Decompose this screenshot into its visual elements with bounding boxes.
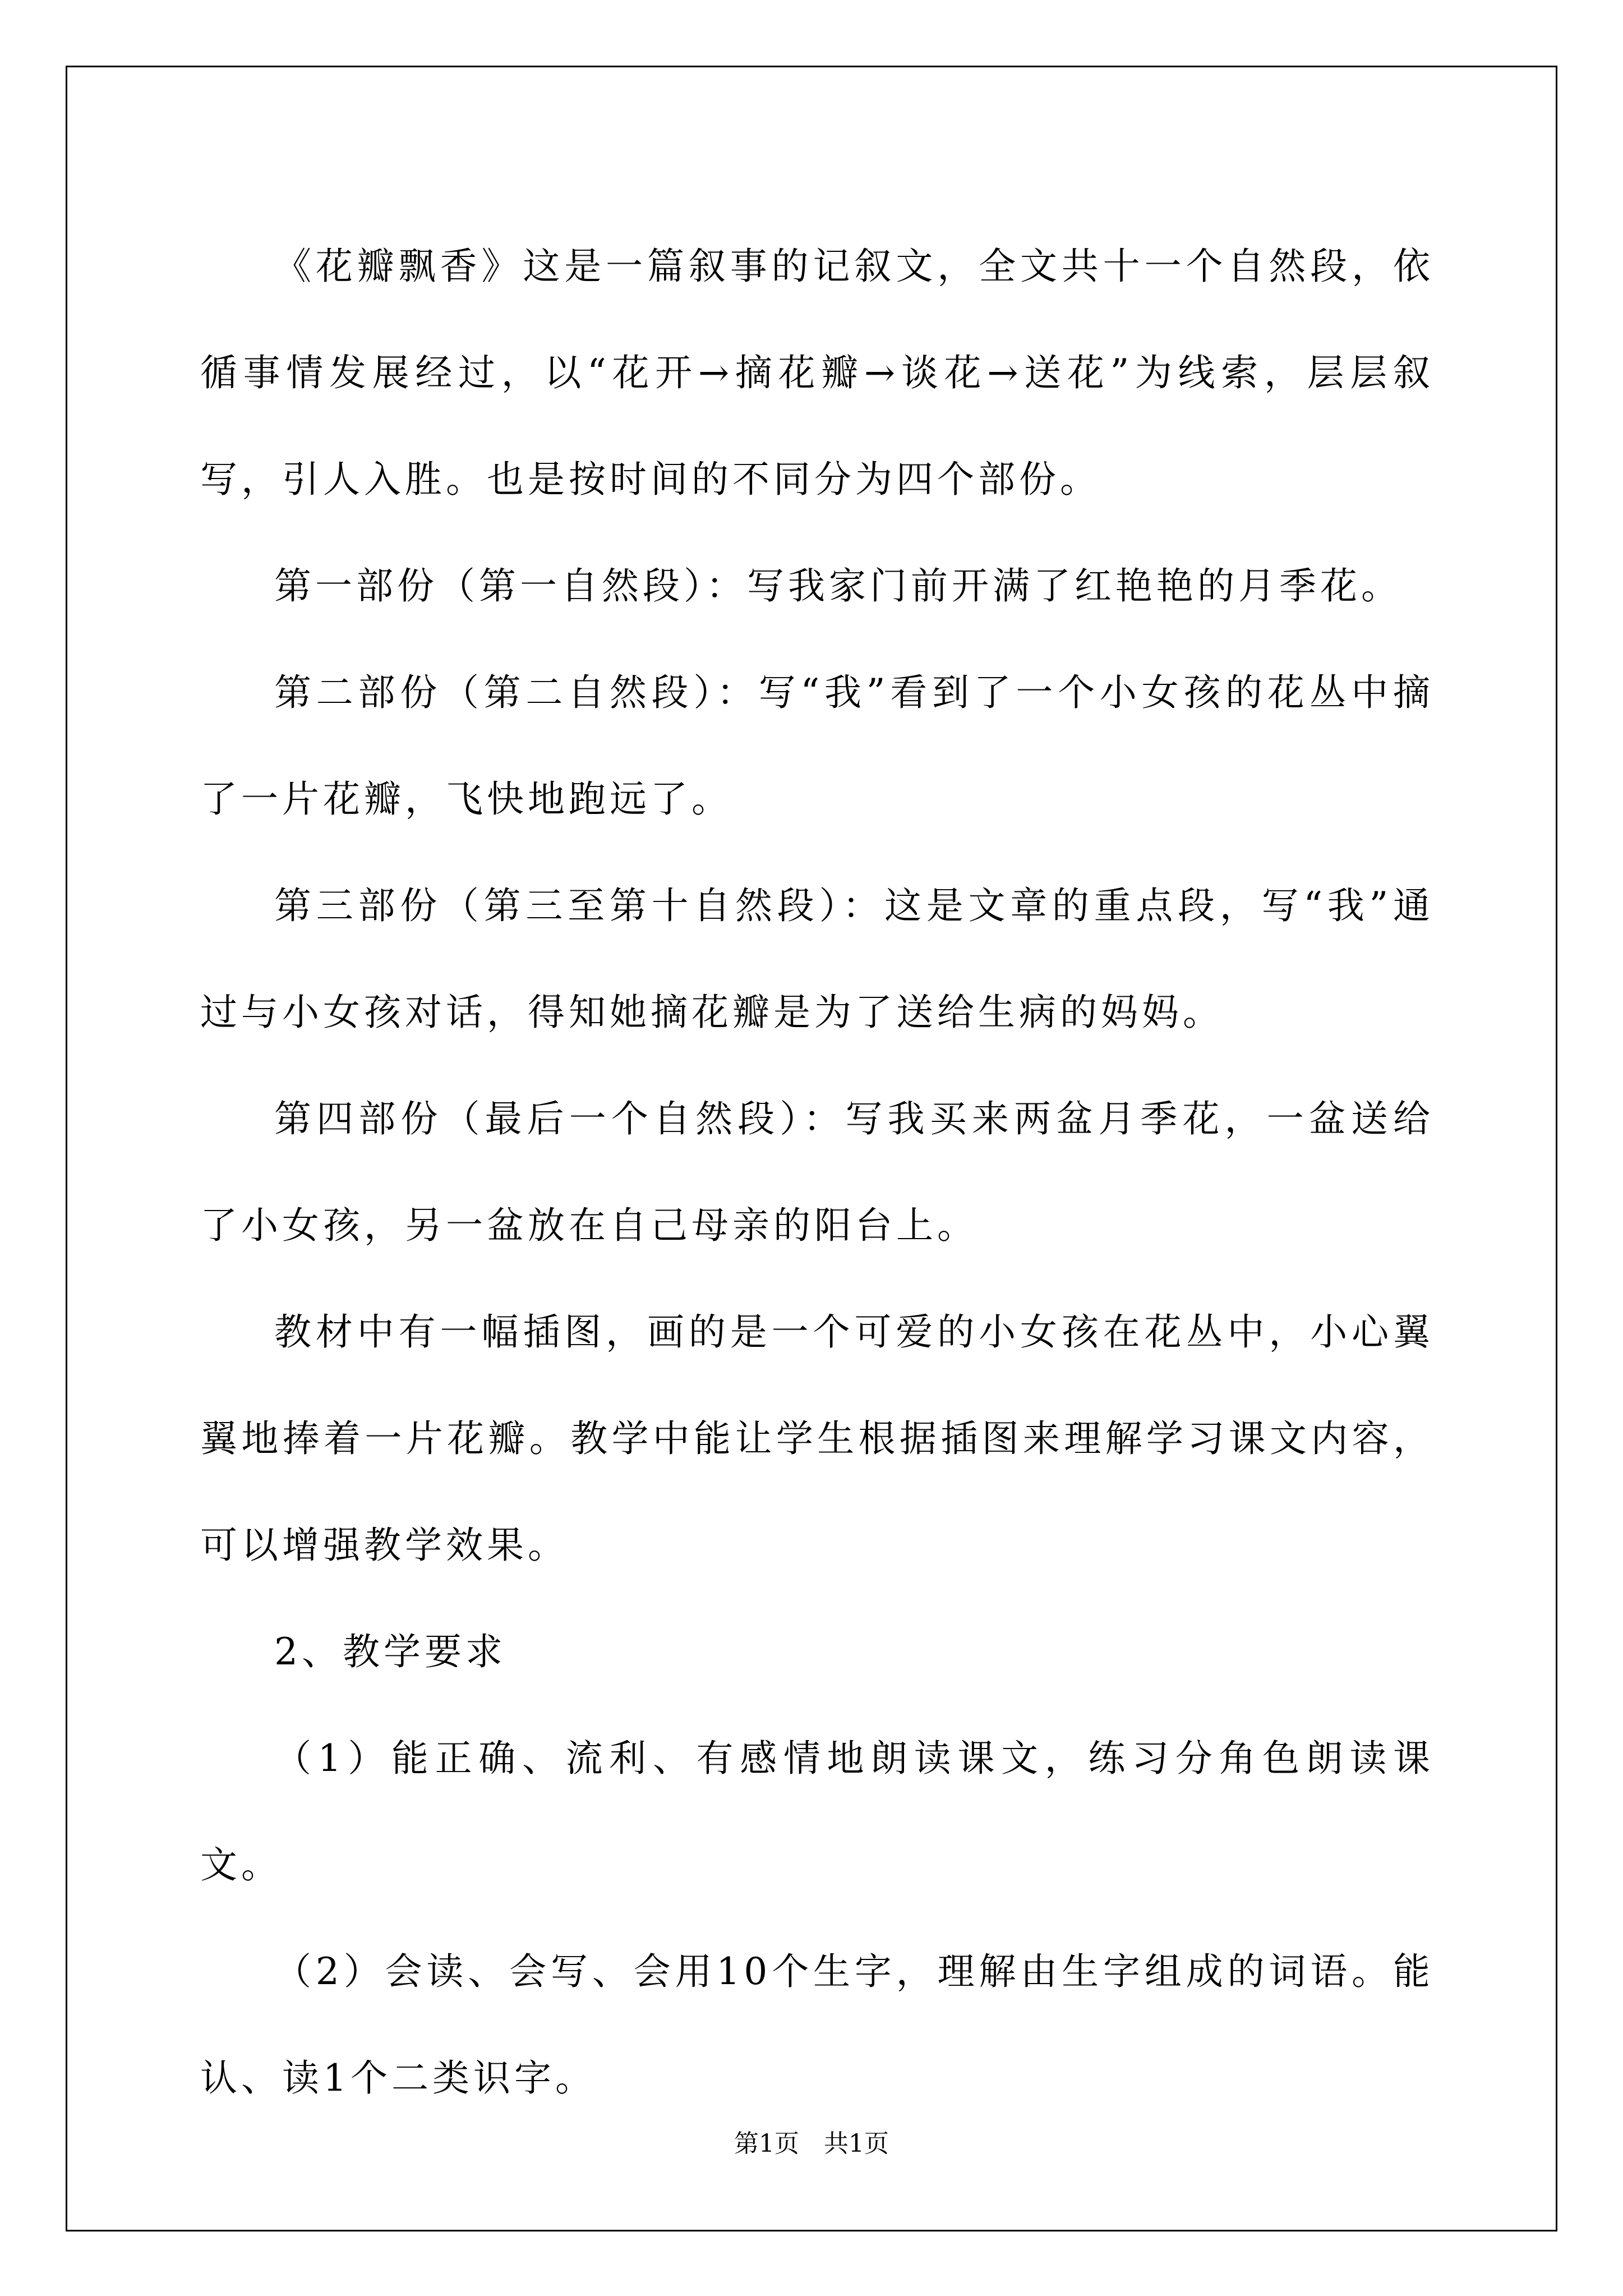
paragraph-part-three: 第三部份（第三至第十自然段）：这是文章的重点段，写“我”通过与小女孩对话，得知她摘花瓣是为了送给生病的妈妈。: [200, 884, 1434, 1034]
paragraph-part-two: 第二部份（第二自然段）：写“我”看到了一个小女孩的花丛中摘了一片花瓣，飞快地跑远了。: [200, 671, 1434, 821]
paragraph-intro: 《花瓣飘香》这是一篇叙事的记叙文，全文共十一个自然段，依循事情发展经过，以“花开→摘花瓣→谈花→送花”为线索，层层叙写，引人入胜。也是按时间的不同分为四个部份。: [200, 245, 1434, 501]
section-heading-teaching-requirements: 2、教学要求: [274, 1630, 506, 1673]
document-body: [200, 213, 1434, 2132]
page-footer: 第1页 共1页: [734, 2129, 889, 2158]
paragraph-part-one: 第一部份（第一自然段）：写我家门前开满了红艳艳的月季花。: [274, 564, 1402, 608]
requirement-item-1: （1）能正确、流利、有感情地朗读课文，练习分角色朗读课文。: [200, 1737, 1434, 1887]
requirement-item-2: （2）会读、会写、会用10个生字，理解由生字组成的词语。能认、读1个二类识字。: [200, 1950, 1434, 2100]
paragraph-part-four: 第四部份（最后一个自然段）：写我买来两盆月季花，一盆送给了小女孩，另一盆放在自己母亲的阳台上。: [200, 1097, 1434, 1247]
paragraph-illustration: 教材中有一幅插图，画的是一个可爱的小女孩在花丛中，小心翼翼地捧着一片花瓣。教学中能让学生根据插图来理解学习课文内容，可以增强教学效果。: [200, 1310, 1434, 1567]
